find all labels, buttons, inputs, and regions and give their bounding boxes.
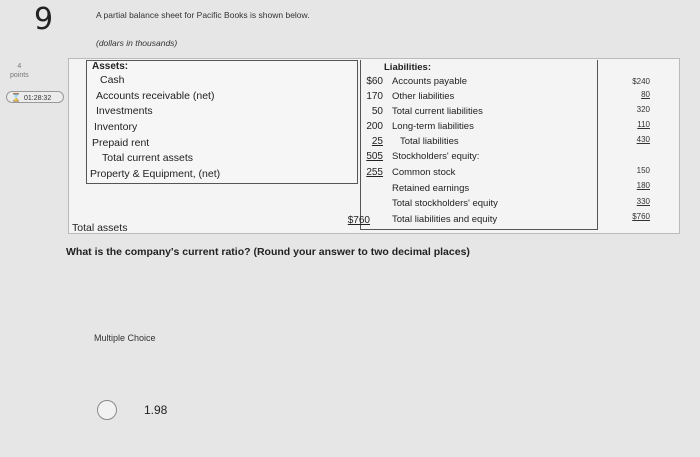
liab-row-ap: Accounts payable	[392, 76, 467, 87]
asset-value-investments: 50	[371, 106, 383, 117]
liab-row-other: Other liabilities	[392, 91, 455, 102]
asset-row-total-current: Total current assets	[102, 152, 194, 164]
equity-value-retained: 180	[636, 181, 650, 190]
asset-row-ar: Accounts receivable (net)	[96, 90, 215, 102]
option-label[interactable]: 1.98	[144, 403, 168, 417]
equity-row-retained: Retained earnings	[392, 183, 470, 194]
option-radio[interactable]	[97, 400, 117, 420]
equity-value-common: 150	[636, 166, 650, 175]
liab-value-other: 80	[641, 90, 650, 99]
asset-value-inventory: 200	[366, 121, 383, 132]
question-number: 9	[34, 2, 54, 37]
points-label: points	[10, 72, 29, 79]
liab-value-total-current: 320	[636, 105, 650, 114]
asset-row-inventory: Inventory	[94, 121, 138, 133]
total-assets-label: Total assets	[72, 222, 128, 234]
equity-row-total: Total stockholders' equity	[392, 198, 498, 209]
liab-value-ap: $240	[632, 77, 650, 86]
units-note: (dollars in thousands)	[96, 38, 178, 48]
asset-value-ar: 170	[366, 91, 383, 102]
asset-row-prepaid: Prepaid rent	[92, 137, 150, 149]
equity-value-total: 330	[636, 197, 650, 206]
hourglass-icon: ⌛	[11, 93, 21, 102]
liab-row-long-term: Long-term liabilities	[392, 121, 474, 132]
equity-row-common: Common stock	[392, 167, 456, 178]
points-info	[10, 62, 29, 80]
asset-value-ppe: 255	[366, 167, 383, 178]
asset-row-ppe: Property & Equipment, (net)	[90, 168, 221, 180]
liab-row-total-current: Total current liabilities	[392, 106, 483, 117]
liab-row-total: Total liabilities	[400, 136, 459, 147]
asset-value-prepaid: 25	[371, 136, 383, 147]
asset-value-cash: $60	[366, 76, 383, 87]
timer-value: 01:28:32	[23, 95, 52, 102]
liabilities-header: Liabilities:	[384, 62, 431, 73]
question-intro: A partial balance sheet for Pacific Books is shown below.	[96, 10, 310, 20]
multiple-choice-label: Multiple Choice	[94, 333, 156, 343]
question-prompt: What is the company's current ratio? (Round your answer to two decimal places)	[66, 246, 470, 258]
liab-row-total-equity: Total liabilities and equity	[392, 214, 498, 225]
assets-header: Assets:	[92, 61, 129, 72]
timer	[6, 91, 64, 103]
equity-header: Stockholders' equity:	[392, 151, 480, 162]
liab-value-long-term: 110	[637, 120, 650, 129]
total-assets-value: $760	[347, 215, 370, 226]
asset-row-investments: Investments	[96, 105, 153, 117]
points-value: 4	[17, 63, 22, 70]
liab-value-total-equity: $760	[632, 212, 650, 221]
liab-value-total: 430	[636, 135, 650, 144]
asset-value-total-current: 505	[366, 151, 383, 162]
asset-row-cash: Cash	[100, 74, 125, 86]
